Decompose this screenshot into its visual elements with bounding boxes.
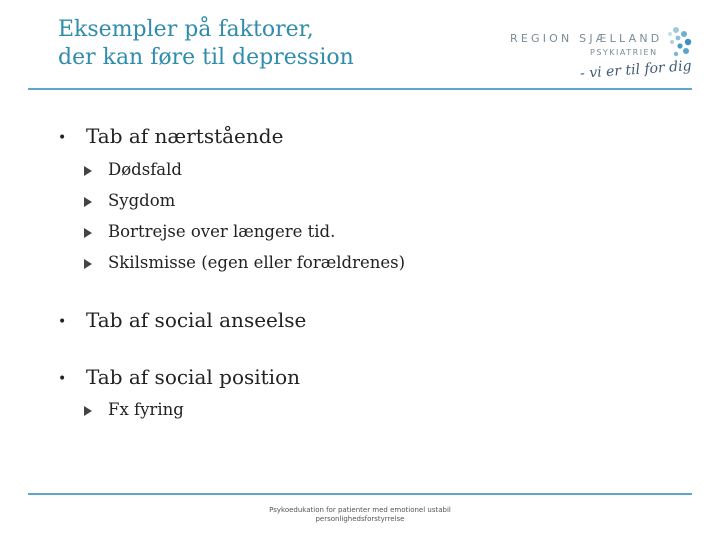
logo-department: PSYKIATRIEN — [590, 48, 658, 57]
sub-bullet-item — [84, 253, 405, 272]
sub-bullet-text: Skilsmisse (egen eller forældrenes) — [108, 253, 406, 272]
bullet-item — [58, 365, 300, 389]
arrow-right-icon — [84, 166, 92, 176]
sub-bullet-item — [84, 191, 175, 210]
arrow-right-icon — [84, 228, 92, 238]
bullet-item — [58, 124, 283, 148]
title-line-2: der kan føre til depression — [58, 45, 354, 70]
sub-bullet-text: Bortrejse over længere tid. — [108, 222, 336, 241]
header-divider — [28, 88, 692, 90]
footer-line-2: personlighedsforstyrrelse — [315, 515, 405, 523]
bullet-item — [58, 308, 306, 332]
bullet-text: Tab af nærtstående — [86, 124, 284, 148]
arrow-right-icon — [84, 406, 92, 416]
footer-line-1: Psykoedukation for patienter med emotionel ustabil — [269, 506, 451, 514]
bullet-dot-icon: • — [58, 313, 67, 330]
bullet-text: Tab af social anseelse — [86, 308, 307, 332]
bullet-dot-icon: • — [58, 129, 67, 146]
bullet-dot-icon: • — [58, 370, 67, 387]
footer-text — [230, 506, 490, 524]
footer-divider — [28, 493, 692, 495]
logo-dots-icon — [658, 26, 694, 66]
sub-bullet-item — [84, 160, 182, 179]
bullet-text: Tab af social position — [86, 365, 300, 389]
sub-bullet-item — [84, 400, 184, 419]
title-line-1: Eksempler på faktorer, — [58, 17, 314, 42]
region-logo — [506, 26, 696, 90]
sub-bullet-text: Dødsfald — [108, 160, 182, 179]
slide-title — [58, 16, 478, 72]
sub-bullet-text: Sygdom — [108, 191, 176, 210]
arrow-right-icon — [84, 197, 92, 207]
logo-org-name: REGION SJÆLLAND — [510, 32, 663, 45]
sub-bullet-item — [84, 222, 335, 241]
logo-slogan: - vi er til for dig — [579, 58, 693, 82]
arrow-right-icon — [84, 259, 92, 269]
sub-bullet-text: Fx fyring — [108, 400, 184, 419]
